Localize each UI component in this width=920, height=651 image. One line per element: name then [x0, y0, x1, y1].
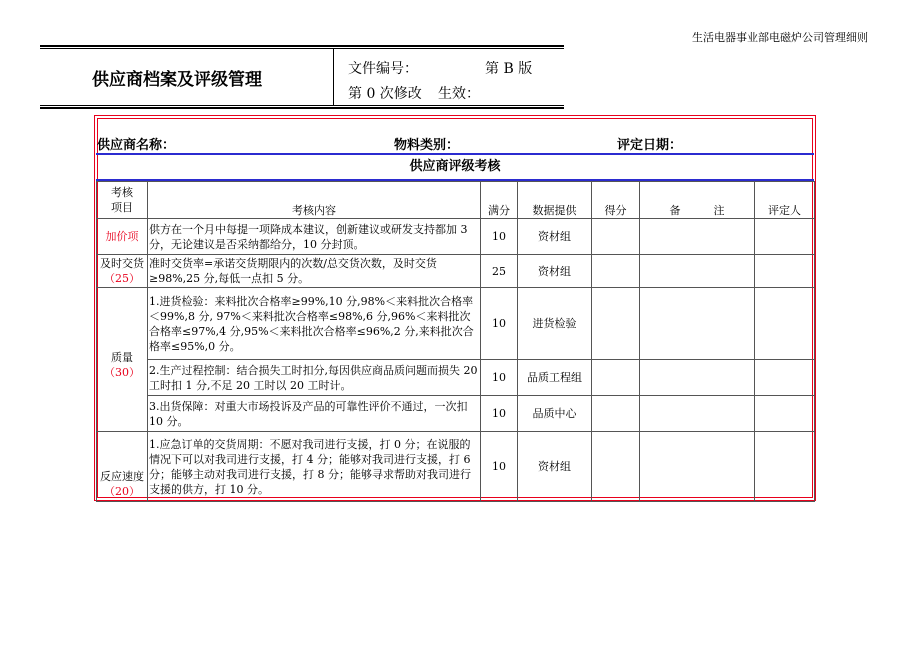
- col-header-full-score: 满分: [481, 182, 518, 219]
- score-cell[interactable]: [592, 255, 640, 288]
- item-bonus: 加价项: [97, 219, 148, 255]
- evaluation-table: [96, 181, 815, 502]
- eval-date-label: 评定日期：: [617, 138, 683, 153]
- provider-cell: 品质工程组: [518, 360, 592, 396]
- supplier-name-label: 供应商名称：: [97, 138, 176, 153]
- effective-label: 生效：: [438, 86, 480, 102]
- remark-cell[interactable]: [640, 255, 755, 288]
- page-title: 供应商档案及评级管理: [92, 70, 262, 90]
- section-title: 供应商评级考核: [409, 159, 501, 174]
- assessor-cell[interactable]: [755, 255, 815, 288]
- provider-cell: 资材组: [518, 255, 592, 288]
- table-row: [97, 288, 815, 360]
- table-row: [97, 219, 815, 255]
- revision-label: 第 0 次修改: [348, 86, 422, 102]
- assessor-cell[interactable]: [755, 219, 815, 255]
- item-response-speed: 反应速度（20）: [97, 432, 148, 502]
- assessor-cell[interactable]: [755, 288, 815, 360]
- score-cell[interactable]: [592, 360, 640, 396]
- header-rule-top: [40, 45, 564, 47]
- remark-cell[interactable]: [640, 288, 755, 360]
- score-cell[interactable]: [592, 396, 640, 432]
- content-cell: 2.生产过程控制：结合损失工时扣分,每因供应商品质问题而损失 20 工时扣 1 分,不足 20 工时以 20 工时计。: [148, 360, 481, 396]
- material-type-label: 物料类别：: [394, 138, 460, 153]
- assessor-cell[interactable]: [755, 396, 815, 432]
- full-score-cell: 10: [481, 219, 518, 255]
- doc-number-label: 文件编号：: [348, 61, 418, 77]
- content-cell: 准时交货率=承诺交货期限内的次数/总交货次数，及时交货≥98%,25 分,每低一点扣 5 分。: [148, 255, 481, 288]
- full-score-cell: 10: [481, 360, 518, 396]
- header-rule-top-inner: [40, 48, 564, 49]
- col-header-assessor: 评定人: [755, 182, 815, 219]
- table-row: [97, 432, 815, 502]
- provider-cell: 资材组: [518, 432, 592, 502]
- table-row: [97, 360, 815, 396]
- item-on-time-delivery: 及时交货（25）: [97, 255, 148, 288]
- provider-cell: 品质中心: [518, 396, 592, 432]
- col-header-score: 得分: [592, 182, 640, 219]
- header-rule-bottom: [40, 107, 564, 109]
- content-cell: 供方在一个月中每提一项降成本建议，创新建议或研发支持都加 3 分，无论建议是否采纳都给分，10 分封顶。: [148, 219, 481, 255]
- table-header-row: [97, 182, 815, 219]
- col-header-item: 考核 项目: [97, 182, 148, 219]
- remark-cell[interactable]: [640, 432, 755, 502]
- full-score-cell: 10: [481, 396, 518, 432]
- score-cell[interactable]: [592, 432, 640, 502]
- full-score-cell: 10: [481, 432, 518, 502]
- content-cell: 3.出货保障：对重大市场投诉及产品的可靠性评价不通过，一次扣 10 分。: [148, 396, 481, 432]
- provider-cell: 进货检验: [518, 288, 592, 360]
- col-header-remark: 备 注: [640, 182, 755, 219]
- table-row: [97, 396, 815, 432]
- item-quality: 质量（30）: [97, 288, 148, 432]
- remark-cell[interactable]: [640, 360, 755, 396]
- full-score-cell: 10: [481, 288, 518, 360]
- assessor-cell[interactable]: [755, 360, 815, 396]
- remark-cell[interactable]: [640, 219, 755, 255]
- content-cell: 1.进货检验：来料批次合格率≥99%,10 分,98%＜来料批次合格率＜99%,8 分, 97%＜来料批次合格率≤98%,6 分,96%＜来料批次合格率≤97%,4 分,95%＜来料批次合格率≤96%,2 分,来料批次合格率≤95%,0 分。: [148, 288, 481, 360]
- col-header-data-provider: 数据提供: [518, 182, 592, 219]
- version-label: 第 B 版: [485, 61, 533, 77]
- score-cell[interactable]: [592, 219, 640, 255]
- provider-cell: 资材组: [518, 219, 592, 255]
- remark-cell[interactable]: [640, 396, 755, 432]
- header-divider: [333, 49, 334, 105]
- col-header-content: 考核内容: [148, 182, 481, 219]
- table-row: [97, 255, 815, 288]
- assessor-cell[interactable]: [755, 432, 815, 502]
- company-note: 生活电器事业部电磁炉公司管理细则: [692, 31, 868, 44]
- document-header: [40, 45, 564, 109]
- content-cell: 1.应急订单的交货周期：不愿对我司进行支援，打 0 分；在说服的情况下可以对我司进行支援，打 4 分；能够对我司进行支援，打 6 分；能够主动对我司进行支援，打 8 分；能够寻求帮助对我司进行支援的供方，打 10 分。: [148, 432, 481, 502]
- info-bar: [96, 131, 816, 153]
- header-rule-bottom-inner: [40, 105, 564, 106]
- score-cell[interactable]: [592, 288, 640, 360]
- full-score-cell: 25: [481, 255, 518, 288]
